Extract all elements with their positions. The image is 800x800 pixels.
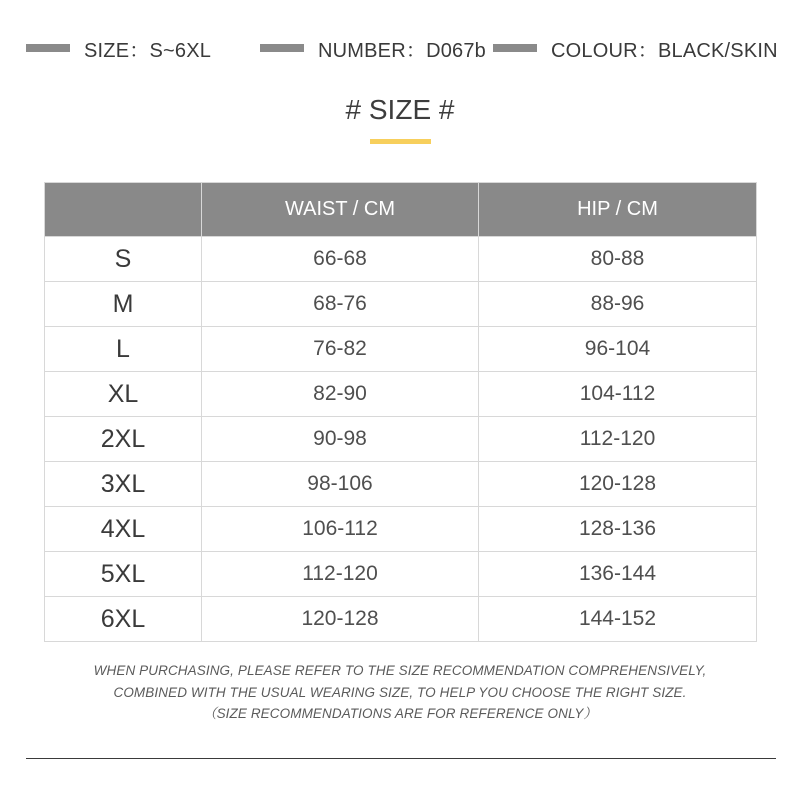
waist-cell: 66-68 <box>202 237 479 282</box>
size-chart-table <box>44 182 757 642</box>
hip-cell: 144-152 <box>479 597 757 642</box>
hip-cell: 120-128 <box>479 462 757 507</box>
size-cell: M <box>45 282 202 327</box>
note-line: （SIZE RECOMMENDATIONS ARE FOR REFERENCE ONLY） <box>202 706 598 721</box>
hip-cell: 104-112 <box>479 372 757 417</box>
product-info-row <box>0 32 800 64</box>
table-row <box>45 417 757 462</box>
hip-cell: 88-96 <box>479 282 757 327</box>
size-cell: L <box>45 327 202 372</box>
waist-cell: 68-76 <box>202 282 479 327</box>
waist-cell: 98-106 <box>202 462 479 507</box>
hip-header: HIP / CM <box>479 183 757 237</box>
colour-text: COLOUR：BLACK/SKIN <box>551 39 778 62</box>
size-cell: 5XL <box>45 552 202 597</box>
size-cell: 6XL <box>45 597 202 642</box>
size-cell: XL <box>45 372 202 417</box>
table-row <box>45 552 757 597</box>
note-line: WHEN PURCHASING, PLEASE REFER TO THE SIZE RECOMMENDATION COMPREHENSIVELY, <box>93 663 707 678</box>
hip-cell: 128-136 <box>479 507 757 552</box>
heading-underline <box>370 139 431 144</box>
waist-cell: 120-128 <box>202 597 479 642</box>
table-header-row <box>45 183 757 237</box>
divider-bar <box>260 44 304 52</box>
waist-cell: 82-90 <box>202 372 479 417</box>
number-info <box>260 32 486 64</box>
waist-cell: 76-82 <box>202 327 479 372</box>
hip-cell: 112-120 <box>479 417 757 462</box>
table-row <box>45 282 757 327</box>
size-cell: 2XL <box>45 417 202 462</box>
divider-bar <box>26 44 70 52</box>
size-note <box>0 660 800 725</box>
waist-cell: 106-112 <box>202 507 479 552</box>
hip-cell: 96-104 <box>479 327 757 372</box>
table-row <box>45 507 757 552</box>
size-range-text: SIZE：S~6XL <box>84 39 212 62</box>
colour-info <box>493 32 778 64</box>
waist-cell: 112-120 <box>202 552 479 597</box>
size-range-info <box>26 32 211 64</box>
number-text: NUMBER：D067b <box>318 39 487 62</box>
corner-header-cell <box>45 183 202 237</box>
waist-header: WAIST / CM <box>202 183 479 237</box>
table-row <box>45 327 757 372</box>
table-body <box>45 237 757 642</box>
table-row <box>45 462 757 507</box>
divider-bar <box>493 44 537 52</box>
size-cell: 4XL <box>45 507 202 552</box>
table-row <box>45 597 757 642</box>
bottom-divider <box>26 758 776 759</box>
size-cell: 3XL <box>45 462 202 507</box>
note-line: COMBINED WITH THE USUAL WEARING SIZE, TO HELP YOU CHOOSE THE RIGHT SIZE. <box>113 684 687 700</box>
table-row <box>45 372 757 417</box>
size-heading: # SIZE # <box>345 94 455 125</box>
hip-cell: 136-144 <box>479 552 757 597</box>
size-cell: S <box>45 237 202 282</box>
hip-cell: 80-88 <box>479 237 757 282</box>
waist-cell: 90-98 <box>202 417 479 462</box>
table-row <box>45 237 757 282</box>
